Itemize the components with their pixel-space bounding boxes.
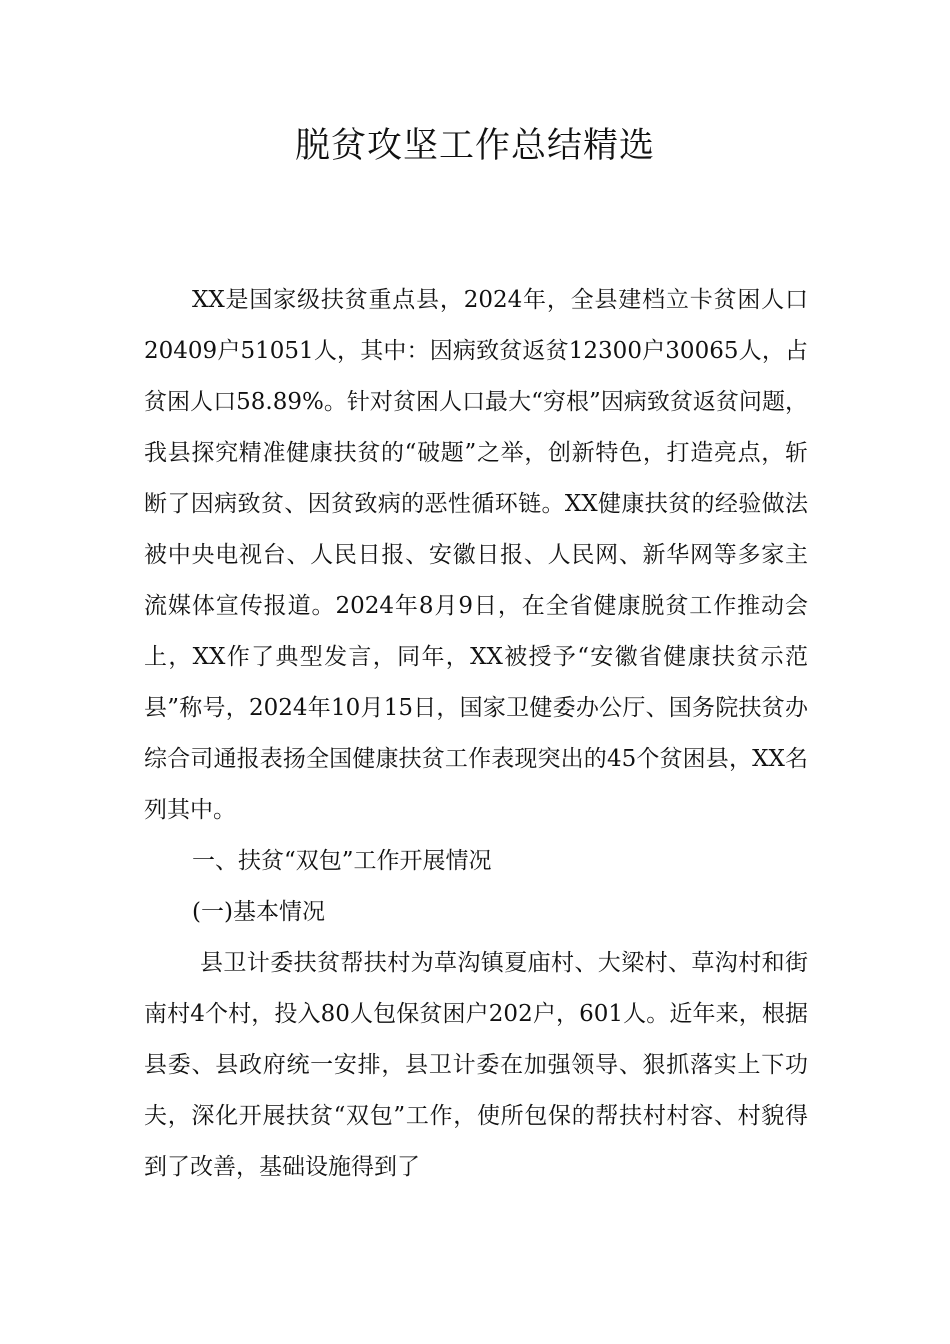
body-paragraph: 县卫计委扶贫帮扶村为草沟镇夏庙村、大梁村、草沟村和街南村4个村，投入80人包保贫困户202户，601人。近年来，根据县委、县政府统一安排，县卫计委在加强领导、狠抓落实上下功夫，深化开展扶贫“双包”工作，使所包保的帮扶村村容、村貌得到了改善，基础设施得到了 <box>144 950 808 1180</box>
intro-paragraph: XX是国家级扶贫重点县，2024年，全县建档立卡贫困人口20409户51051人，其中：因病致贫返贫12300户30065人，占贫困人口58.89%。针对贫困人口最大“穷根”因病致贫返贫问题，我县探究精准健康扶贫的“破题”之举，创新特色，打造亮点，斩断了因病致贫、因贫致病的恶性循环链。XX健康扶贫的经验做法被中央电视台、人民日报、安徽日报、人民网、新华网等多家主流媒体宣传报道。2024年8月9日，在全省健康脱贫工作推动会上，XX作了典型发言，同年，XX被授予“安徽省健康扶贫示范县”称号，2024年10月15日，国家卫健委办公厅、国务院扶贫办综合司通报表扬全国健康扶贫工作表现突出的45个贫困县，XX名列其中。 <box>144 287 808 823</box>
subsection-heading: (一)基本情况 <box>192 899 325 925</box>
document-title: 脱贫攻坚工作总结精选 <box>294 126 655 166</box>
section-heading: 一、扶贫“双包”工作开展情况 <box>192 848 492 874</box>
document-body <box>144 275 808 1193</box>
